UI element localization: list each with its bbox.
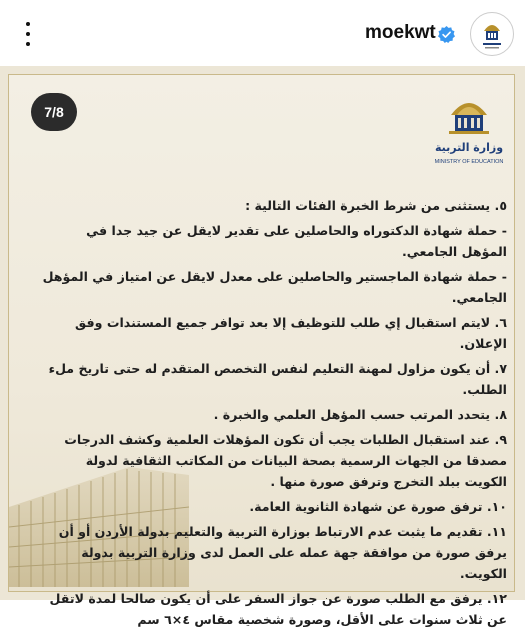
more-options-icon[interactable] — [20, 22, 36, 46]
post-header — [0, 0, 525, 66]
account-username[interactable]: moekwt — [365, 22, 436, 43]
rule-6: ٦. لايتم استقبال إي طلب للتوظيف إلا بعد توافر جميع المستندات وفق الإعلان. — [75, 315, 507, 351]
post-text — [39, 195, 507, 634]
rule-5-exception-b: - حملة شهادة الماجستير والحاصلين على معدل لايقل عن امتياز في المؤهل الجامعي. — [42, 269, 507, 305]
rule-5: ٥. يستثنى من شرط الخبرة الفئات التالية : — [245, 198, 507, 213]
rule-11: ١١. تقديم ما يثبت عدم الارتباط بوزارة التربية والتعليم بدولة الأردن أو أن يرفق صورة من موافقة جهة عمله على العمل لدى وزارة التربية بدولة الكويت. — [58, 524, 507, 581]
ministry-emblem-icon — [471, 13, 513, 55]
slide-counter: 7/8 — [31, 93, 77, 131]
rule-12: ١٢. يرفق مع الطلب صورة عن جواز السفر على أن يكون صالحا لمدة لاتقل عن ثلاث سنوات على الأقل، وصورة شخصية مقاس ٤×٦ سم — [49, 591, 507, 627]
logo-arabic-text: وزارة التربية — [434, 141, 504, 154]
rule-5-exception-a: - حملة شهادة الدكتوراه والحاصلين على تقدير لايقل عن جيد جدا في المؤهل الجامعي. — [86, 223, 507, 259]
rule-9: ٩. عند استقبال الطلبات يجب أن تكون المؤهلات العلمية وكشف الدرجات مصدقا من الجهات الرسمية بصحة البيانات من المكاتب الثقافية لدولة الكويت ببلد التخرج وترفق صورة منها . — [64, 432, 507, 489]
account-avatar[interactable] — [470, 12, 514, 56]
post-image — [0, 66, 525, 627]
rule-7: ٧. أن يكون مزاول لمهنة التعليم لنفس التخصص المتقدم له حتى تاريخ ملء الطلب. — [48, 361, 507, 397]
rule-8: ٨. يتحدد المرتب حسب المؤهل العلمي والخبرة . — [213, 407, 507, 422]
ministry-logo — [429, 87, 509, 171]
rule-10: ١٠. ترفق صورة عن شهادة الثانوية العامة. — [249, 499, 507, 514]
post-frame — [8, 74, 515, 627]
logo-english-text: MINISTRY OF EDUCATION — [434, 159, 504, 165]
verified-badge-icon — [438, 26, 455, 43]
